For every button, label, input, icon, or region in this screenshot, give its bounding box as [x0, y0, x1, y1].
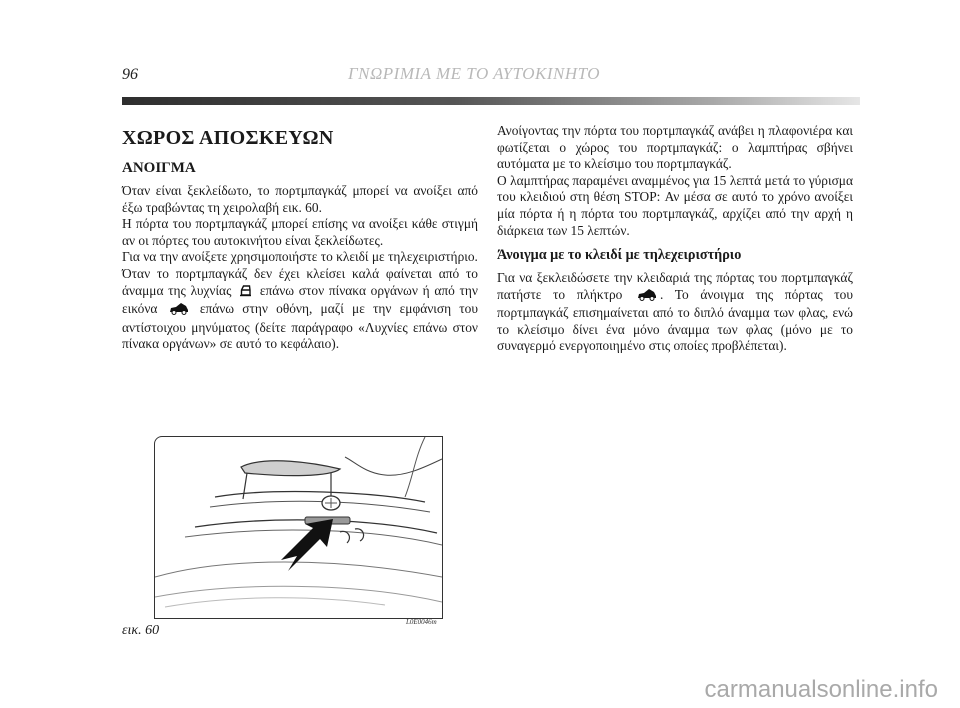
- page-number: 96: [122, 66, 138, 83]
- figure-caption: εικ. 60: [122, 623, 160, 638]
- paragraph: Ο λαμπτήρας παραμένει αναμμένος για 15 λεπτά μετά το γύρισμα του κλειδιού στη θέση STOP: Αν μέσα σε αυτό το χρόνο ανοίξει μία πόρτα ή η πόρτα του πορτμπαγκάζ, αρχίζει από την αρχή η διάρκεια των 15 λεπτών.: [497, 172, 853, 238]
- text-fragment: επάνω στην οθόνη, μαζί με την εμφάνιση του αντίστοιχου μηνύματος (δείτε παράγραφο «Λυχνίες επάνω στον πίνακα οργάνων» σε αυτό το κεφάλαιο).: [122, 301, 478, 352]
- text-fragment: . Το άνοιγμα της πόρτας του πορτμπαγκάζ επισημαίνεται από το διπλό άναμμα των φλας, ενώ το κλείσιμο δίνει ένα μόνο άναμμα των φλας (μόνο με το συναγερμό ενεργοποιημένο στις οποίες προβλέπεται).: [497, 286, 853, 354]
- subsection-title: ΑΝΟΙΓΜΑ: [122, 160, 196, 176]
- paragraph: Η πόρτα του πορτμπαγκάζ μπορεί επίσης να ανοίξει κάθε στιγμή αν οι πόρτες του αυτοκινήτου είναι ξεκλείδωτες.: [122, 216, 478, 248]
- text-fragment: Για να ξεκλειδώσετε την κλειδαριά της πόρτας του πορτμπαγκάζ πατήστε το πλήκτρο: [497, 270, 853, 302]
- subsection-heading: Άνοιγμα με το κλειδί με τηλεχειριστήριο: [497, 247, 742, 263]
- trunk-release-button-icon: [637, 288, 657, 306]
- car-trunk-open-icon: [169, 302, 189, 320]
- section-title: ΧΩΡΟΣ ΑΠΟΣΚΕΥΩΝ: [122, 127, 334, 149]
- paragraph: [122, 266, 478, 353]
- right-column-bottom: [497, 270, 853, 355]
- figure-code: L0E0046m: [406, 618, 437, 626]
- paragraph: [497, 270, 853, 355]
- paragraph: Για να την ανοίξετε χρησιμοποιήστε το κλειδί με τηλεχειριστήριο.: [122, 249, 478, 265]
- text-fragment: επάνω στον πίνακα οργάνων ή από την εικόνα: [122, 282, 478, 317]
- running-head: ΓΝΩΡΙΜΙΑ ΜΕ ΤΟ ΑΥΤΟΚΙΝΗΤΟ: [348, 64, 601, 83]
- right-column-top: [497, 123, 853, 239]
- left-column: [122, 183, 478, 353]
- header-rule: [122, 97, 860, 105]
- paragraph: Όταν είναι ξεκλείδωτο, το πορτμπαγκάζ μπορεί να ανοίξει από έξω τραβώντας τη χειρολαβή εικ. 60.: [122, 183, 478, 215]
- paragraph: Ανοίγοντας την πόρτα του πορτμπαγκάζ ανάβει η πλαφονιέρα και φωτίζεται ο χώρος του πορτμπαγκάζ: ο λαμπτήρας σβήνει αυτόματα με το κλείσιμο του πορτμπαγκάζ.: [497, 123, 853, 172]
- trunk-open-warning-icon: [239, 284, 252, 302]
- watermark: carmanualsonline.info: [704, 676, 938, 703]
- trunk-handle-illustration: [154, 436, 443, 619]
- text-fragment: Όταν το πορτμπαγκάζ δεν έχει κλείσει καλά φαίνεται από το άναμμα της λυχνίας: [122, 265, 478, 298]
